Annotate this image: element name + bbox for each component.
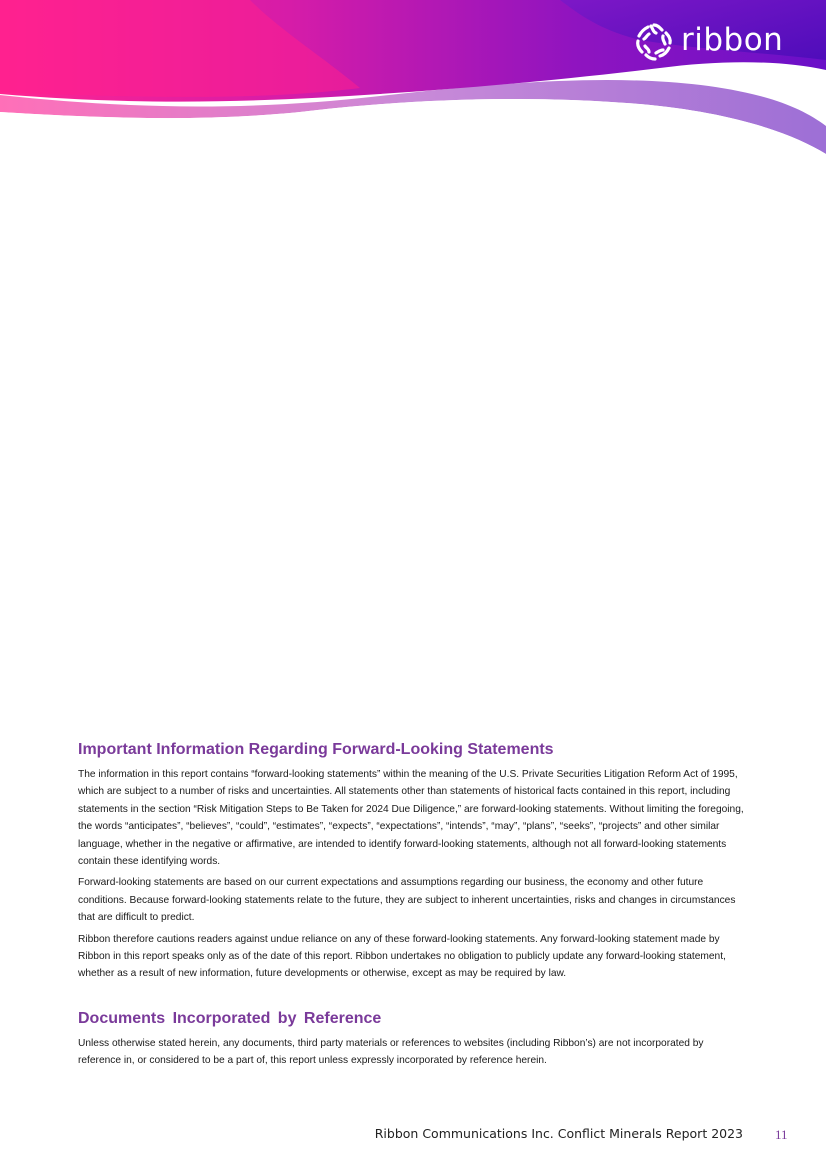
ribbon-logo-mark-icon — [634, 22, 674, 62]
main-content — [78, 740, 746, 1074]
forward-looking-paragraph-1: The information in this report contains “forward-looking statements” within the meaning of the U.S. Private Securities Litigation Reform Act of 1995, which are subject to a number of risks and uncertainties. All statements other than statements of historical facts contained in this report, including statements in the section “Risk Mitigation Steps to Be Taken for 2024 Due Diligence,” are forward-looking statements. Without limiting the foregoing, the words “anticipates”, “believes”, “could”, “estimates”, “expects”, “expectations”, “intends”, “may”, “plans”, “seeks”, “projects” and other similar language, whether in the negative or affirmative, are intended to identify forward-looking statements, although not all forward-looking statements contain these identifying words. — [78, 769, 744, 868]
logo-wordmark: ribbon — [681, 22, 784, 58]
ribbon-logo — [634, 22, 783, 62]
documents-incorporated-paragraph: Unless otherwise stated herein, any documents, third party materials or references to websites (including Ribbon’s) are not incorporated by reference in, or considered to be a part of, this report unless expressly incorporated by reference herein. — [78, 1037, 704, 1067]
documents-incorporated-section — [78, 1009, 746, 1070]
forward-looking-paragraph-3: Ribbon therefore cautions readers against undue reliance on any of these forward-looking statements. Any forward-looking statement made by Ribbon in this report speaks only as of the date of this report. Ribbon undertakes no obligation to publicly update any forward-looking statement, whether as a result of new information, future developments or otherwise, except as may be required by law. — [78, 933, 726, 980]
forward-looking-paragraph-2: Forward-looking statements are based on our current expectations and assumptions regarding our business, the economy and other future conditions. Because forward-looking statements relate to the future, they are subject to inherent uncertainties, risks and changes in circumstances that are difficult to predict. — [78, 877, 736, 924]
page-number: 11 — [775, 1127, 788, 1142]
documents-incorporated-heading: Documents Incorporated by Reference — [78, 1009, 382, 1027]
page-footer — [0, 1126, 826, 1146]
forward-looking-heading: Important Information Regarding Forward-Looking Statements — [78, 741, 554, 758]
forward-looking-section — [78, 740, 746, 983]
footer-report-title: Ribbon Communications Inc. Conflict Minerals Report 2023 — [374, 1126, 743, 1141]
